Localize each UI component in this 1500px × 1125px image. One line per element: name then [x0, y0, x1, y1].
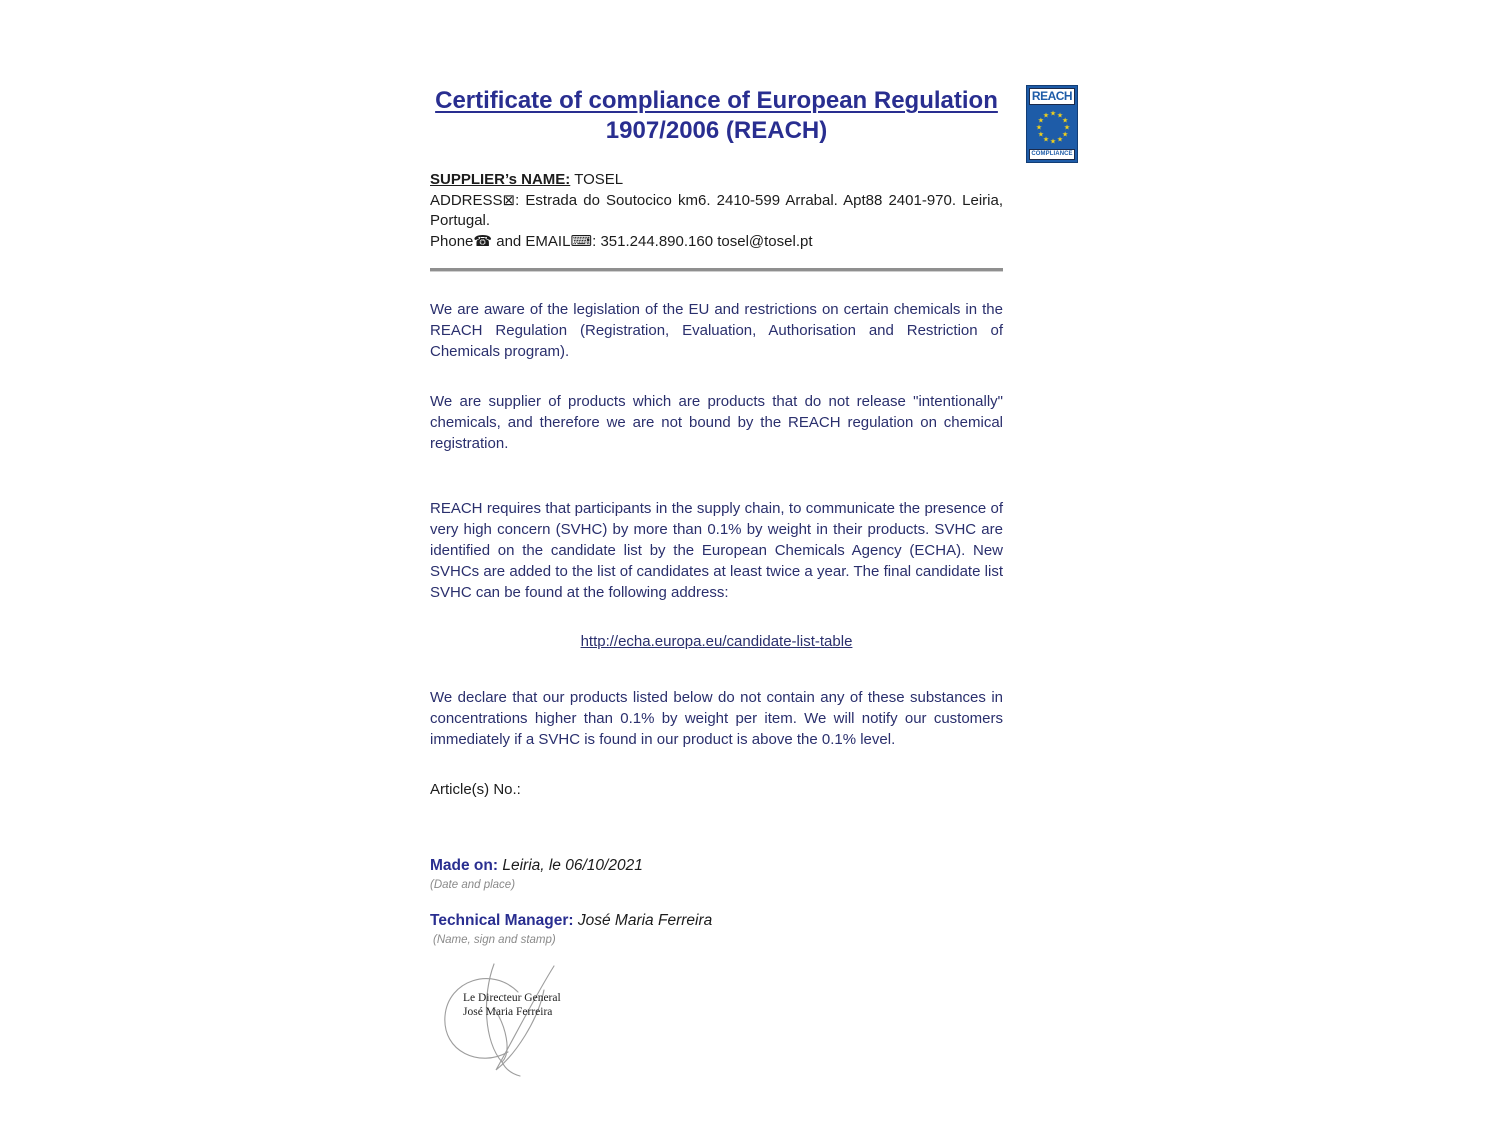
paragraph-supplier-statement: We are supplier of products which are products that do not release "intentionally" chemicals, and therefore we are not bound by the REACH regulation on chemical registration.	[430, 393, 1003, 452]
made-on-line	[430, 856, 1003, 876]
technical-manager-line	[430, 911, 1003, 931]
address-value: Estrada do Soutocico km6. 2410-599 Arrabal. Apt88 2401-970. Leiria, Portugal.	[430, 192, 1003, 229]
paragraph-svhc-requirements: REACH requires that participants in the supply chain, to communicate the presence of very high concern (SVHC) by more than 0.1% by weight in their products. SVHC are identified on the candidate list by the European Chemicals Agency (ECHA). New SVHCs are added to the list of candidates at least twice a year. The final candidate list SVHC can be found at the following address:	[430, 500, 1003, 601]
made-on-label: Made on:	[430, 857, 499, 874]
technical-manager-label: Technical Manager:	[430, 912, 574, 929]
contact-value: 351.244.890.160 tosel@tosel.pt	[600, 233, 813, 250]
article-number-label: Article(s) No.:	[430, 781, 521, 798]
supplier-name-line	[430, 170, 1003, 190]
title-line-2: 1907/2006 (REACH)	[605, 117, 828, 144]
eu-star-icon: ★	[1035, 124, 1043, 132]
supplier-name-value: TOSEL	[574, 171, 624, 188]
document-title	[430, 86, 1003, 116]
phone-icon: ☎	[473, 232, 493, 250]
candidate-list-link-row	[430, 633, 1003, 651]
signature-stamp-text	[463, 991, 561, 1019]
candidate-list-link[interactable]: http://echa.europa.eu/candidate-list-table	[580, 633, 853, 650]
reach-logo-title: REACH	[1029, 88, 1075, 105]
address-label: ADDRESS	[430, 192, 503, 209]
eu-star-icon: ★	[1063, 124, 1071, 132]
signature-area	[430, 962, 670, 1080]
eu-star-icon: ★	[1049, 138, 1057, 146]
reach-logo-subtitle: COMPLIANCE	[1029, 149, 1075, 160]
made-on-value: Leiria, le 06/10/2021	[502, 857, 643, 874]
eu-star-icon: ★	[1061, 131, 1069, 139]
handwritten-signature-icon	[432, 962, 582, 1080]
computer-icon: ⌨	[570, 232, 593, 250]
supplier-name-label: SUPPLIER’s NAME:	[430, 171, 571, 188]
signature-title: Le Directeur General	[463, 992, 561, 1004]
horizontal-divider	[430, 268, 1003, 272]
signature-name: José Maria Ferreira	[463, 1006, 553, 1018]
eu-star-icon: ★	[1056, 136, 1064, 144]
date-place-note: (Date and place)	[430, 879, 516, 891]
title-line-1: Certificate of compliance of European Regulation	[435, 87, 998, 114]
eu-star-icon: ★	[1042, 136, 1050, 144]
name-sign-stamp-note: (Name, sign and stamp)	[433, 934, 556, 946]
phone-label: Phone	[430, 233, 474, 250]
reach-compliance-logo	[1026, 85, 1078, 163]
supplier-address-line: ADDRESS⊠: Estrada do Soutocico km6. 2410-599 Arrabal. Apt88 2401-970. Leiria, Portugal.	[430, 191, 1003, 229]
certificate-document	[430, 86, 1003, 1080]
eu-star-icon: ★	[1061, 117, 1069, 125]
email-label: and EMAIL	[496, 233, 571, 250]
technical-manager-value: José Maria Ferreira	[577, 912, 713, 929]
eu-star-icon: ★	[1037, 131, 1045, 139]
supplier-block	[430, 170, 1003, 252]
eu-star-icon: ★	[1042, 112, 1050, 120]
paragraph-declaration: We declare that our products listed below do not contain any of these substances in concentrations higher than 0.1% by weight per item. We will notify our customers immediately if a SVHC is found in our product is above the 0.1% level.	[430, 689, 1003, 748]
eu-star-icon: ★	[1037, 117, 1045, 125]
envelope-icon: ⊠	[502, 191, 516, 209]
eu-star-icon: ★	[1049, 110, 1057, 118]
eu-star-icon: ★	[1056, 112, 1064, 120]
paragraph-reach-awareness: We are aware of the legislation of the EU and restrictions on certain chemicals in the REACH Regulation (Registration, Evaluation, Authorisation and Restriction of Chemicals program).	[430, 301, 1003, 360]
supplier-contact-line: Phone☎ and EMAIL⌨: 351.244.890.160 tosel@tosel.pt	[430, 232, 813, 250]
